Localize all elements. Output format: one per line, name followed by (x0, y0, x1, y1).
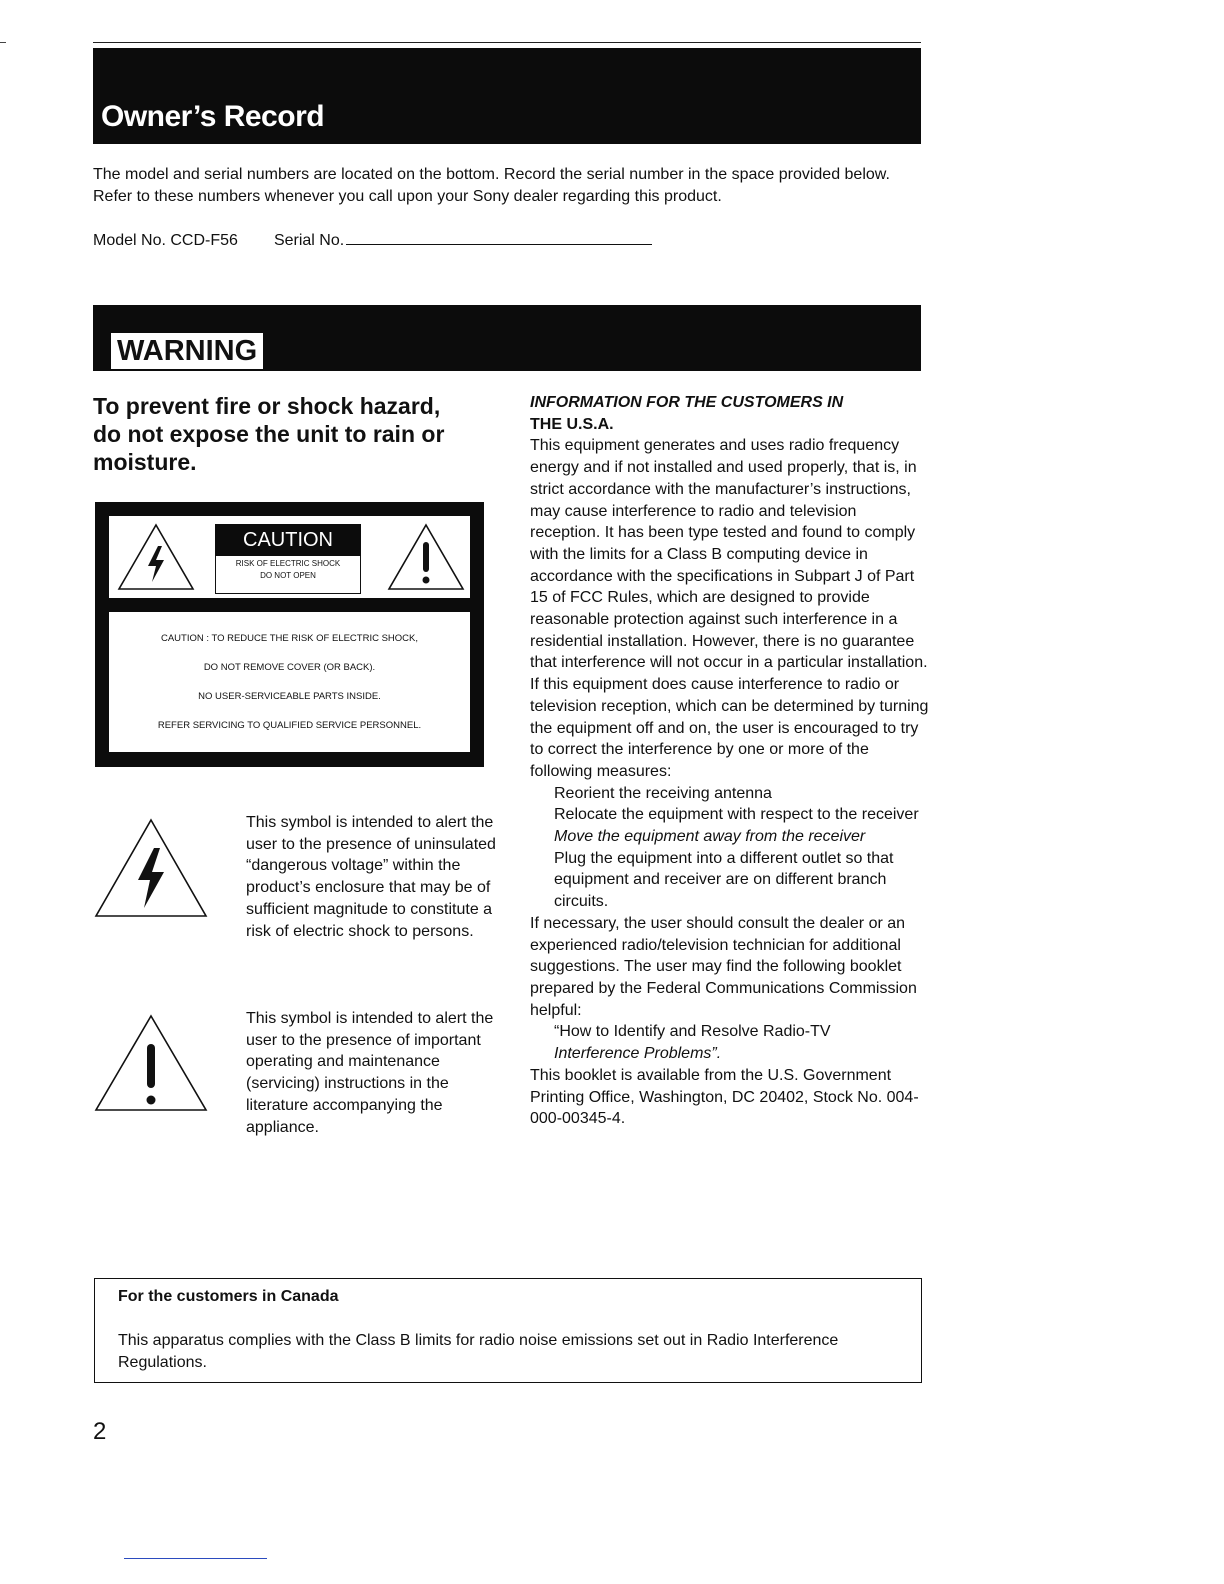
caution-line-2: DO NOT REMOVE COVER (OR BACK). (203, 662, 376, 673)
caution-do-not-open-text: DO NOT OPEN (260, 571, 316, 580)
caution-line-1: CAUTION : TO REDUCE THE RISK OF ELECTRIC SHOCK, (160, 633, 419, 644)
owners-record-body: The model and serial numbers are located on the bottom. Record the serial number in the space provided below. Refer to these numbers whenever you call upon your Sony dealer regarding this product. (93, 166, 890, 205)
voltage-symbol-description: This symbol is intended to alert the user to the presence of uninsulated “dangerous voltage” within the product’s enclosure that may be of sufficient magnitude to constitute a risk of electric shock to persons. (246, 814, 496, 940)
canada-notice-title: For the customers in Canada (118, 1288, 339, 1305)
owners-record-title: Owner’s Record (101, 100, 325, 133)
measure-item: Relocate the equipment with respect to the receiver (554, 806, 919, 824)
exclamation-triangle-icon (386, 522, 466, 592)
edge-mark (0, 42, 6, 43)
owners-record-header (93, 48, 921, 144)
measure-item: Reorient the receiving antenna (554, 784, 772, 802)
serial-number-blank (346, 230, 652, 245)
lightning-triangle-icon (116, 522, 196, 592)
booklet-title-line-1: “How to Identify and Resolve Radio-TV (554, 1023, 831, 1041)
exclamation-symbol-description: This symbol is intended to alert the user to the presence of important operating and maintenance (servicing) instructions in the literature accompanying the appliance. (246, 1010, 494, 1136)
us-info-heading-country: THE U.S.A. (530, 415, 614, 433)
top-rule (93, 42, 921, 43)
measure-item: Move the equipment away from the receiver (554, 828, 866, 846)
model-serial-line (93, 230, 688, 250)
model-number: Model No. CCD-F56 (93, 232, 238, 249)
warning-banner (93, 305, 921, 371)
warning-label: WARNING (109, 331, 265, 371)
bottom-rule (124, 1558, 267, 1559)
caution-instructions (109, 612, 470, 752)
caution-line-3: NO USER-SERVICEABLE PARTS INSIDE. (198, 691, 381, 702)
caution-title: CAUTION (215, 524, 361, 556)
us-customer-information (530, 392, 930, 1130)
lightning-triangle-icon (94, 818, 208, 918)
us-info-heading: INFORMATION FOR THE CUSTOMERS IN (530, 394, 844, 411)
page-number: 2 (93, 1418, 107, 1445)
serial-label: Serial No. (273, 232, 345, 249)
booklet-title-line-2: Interference Problems”. (554, 1045, 722, 1063)
canada-notice-body: This apparatus complies with the Class B limits for radio noise emissions set out in Radio Interference Regulations. (118, 1332, 839, 1371)
caution-risk-text: RISK OF ELECTRIC SHOCK (235, 559, 341, 568)
us-info-paragraph-1: This equipment generates and uses radio frequency energy and if not installed and used properly, that is, in strict accordance with the manufacturer’s instructions, may cause interference to radio and television reception. It has been type tested and found to comply with the limits for a Class B computing device in accordance with the specifications in Subpart J of Part 15 of FCC Rules, which are designed to provide reasonable protection against such interference in a residential installation. However, there is no guarantee that interference will not occur in a particular installation. If this equipment does cause interference to radio or television reception, which can be determined by turning the equipment off and on, the user is encouraged to try to correct the interference by one or more of the following measures: (530, 437, 929, 780)
us-info-paragraph-3: This booklet is available from the U.S. Government Printing Office, Washington, DC 20402, Stock No. 004-000-00345-4. (530, 1066, 919, 1128)
us-info-paragraph-2: If necessary, the user should consult the dealer or an experienced radio/television technician for additional suggestions. The user may find the following booklet prepared by the Federal Communications Commission helpful: (530, 914, 917, 1019)
exclamation-triangle-icon (94, 1014, 208, 1112)
caution-line-4: REFER SERVICING TO QUALIFIED SERVICE PERSONNEL. (157, 720, 422, 731)
measure-item: Plug the equipment into a different outlet so that equipment and receiver are on different branch circuits. (554, 849, 894, 911)
caution-subtitle (215, 558, 361, 582)
warning-heading: To prevent fire or shock hazard, do not expose the unit to rain or moisture. (93, 393, 445, 475)
